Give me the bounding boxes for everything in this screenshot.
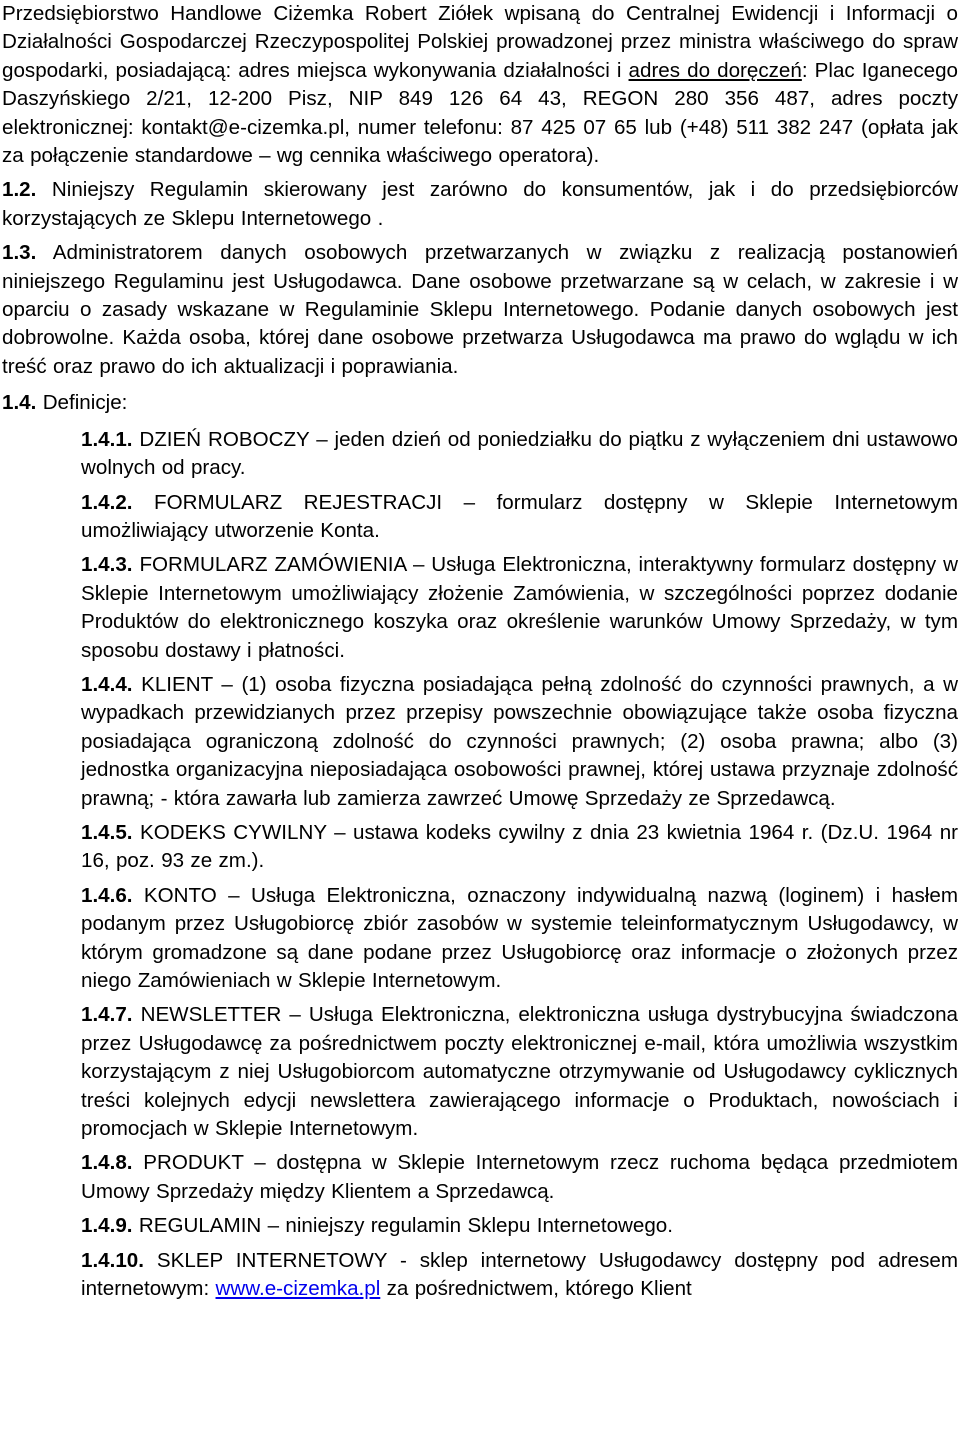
definition-number: 1.4.8. (81, 1151, 133, 1175)
definition-text: FORMULARZ REJESTRACJI – formularz dostępny w Sklepie Internetowym umożliwiający utworzenie Konta. (81, 490, 958, 542)
definition-number: 1.4.5. (81, 820, 133, 844)
definition-text: DZIEŃ ROBOCZY – jeden dzień od poniedziałku do piątku z wyłączeniem dni ustawowo wolnych od pracy. (81, 427, 958, 480)
definition-number: 1.4.10. (81, 1248, 144, 1272)
definition-regulations (81, 1212, 958, 1240)
section-number: 1.4. (2, 391, 37, 415)
delivery-address-term: adres do doręczeń (628, 58, 802, 82)
definition-working-day (81, 426, 958, 483)
intro-text-a: Przedsiębiorstwo Handlowe Ciżemka Robert Ziółek wpisaną do Centralnej Ewidencji i Informacji o Działalności Gospodarczej Rzeczypospolitej Polskiej prowadzonej przez ministra właściwego do spraw gospodarki, posiadającą: adres miejsca wykonywania działalności i (2, 2, 958, 82)
definition-civil-code (81, 819, 958, 876)
definition-online-store (81, 1247, 958, 1304)
definition-text-b: za pośrednictwem, którego Klient (380, 1277, 692, 1301)
definition-number: 1.4.7. (81, 1003, 133, 1027)
intro-paragraph (2, 0, 958, 170)
definition-number: 1.4.4. (81, 672, 133, 696)
definition-newsletter (81, 1001, 958, 1143)
definition-number: 1.4.2. (81, 490, 133, 514)
definition-registration-form (81, 489, 958, 546)
section-1-4-definitions (2, 389, 958, 417)
section-number: 1.2. (2, 178, 37, 202)
definition-client (81, 671, 958, 813)
definition-text: PRODUKT – dostępna w Sklepie Internetowym rzecz ruchoma będąca przedmiotem Umowy Sprzedaży między Klientem a Sprzedawcą. (81, 1151, 958, 1203)
definition-number: 1.4.6. (81, 883, 133, 907)
section-1-3 (2, 239, 958, 381)
definition-number: 1.4.9. (81, 1214, 133, 1238)
store-url-link[interactable]: www.e-cizemka.pl (215, 1277, 381, 1301)
definition-text: REGULAMIN – niniejszy regulamin Sklepu Internetowego. (138, 1214, 673, 1238)
section-text: Administratorem danych osobowych przetwarzanych w związku z realizacją postanowień niniejszego Regulaminu jest Usługodawca. Dane osobowe przetwarzane są w celach, w zakresie i w oparciu o zasady wskazane w Regulaminie Sklepu Internetowego. Podanie danych osobowych jest dobrowolne. Każda osoba, której dane osobowe przetwarza Usługodawca ma prawo do wglądu w ich treść oraz prawo do ich aktualizacji i poprawiania. (2, 241, 958, 378)
intro-text-b: : Plac Iganecego Daszyńskiego 2/21, 12-200 Pisz, NIP 849 126 64 43, REGON 280 356 487, adres poczty elektronicznej: kontakt@e-cizemka.pl, numer telefonu: 87 425 07 65 lub (+48) 511 382 247 (opłata jak za połączenie standardowe – wg cennika właściwego operatora). (2, 58, 958, 168)
definition-text-a: SKLEP INTERNETOWY - sklep internetowy Usługodawcy dostępny pod adresem internetowym: (81, 1248, 958, 1301)
definition-product (81, 1149, 958, 1206)
definition-text: NEWSLETTER – Usługa Elektroniczna, elektroniczna usługa dystrybucyjna świadczona przez Usługodawcę za pośrednictwem poczty elektronicznej e-mail, która umożliwia wszystkim korzystającym z niej Usługobiorcom automatyczne otrzymywanie od Usługodawcy cyklicznych treści kolejnych edycji newslettera zawierającego informacje o Produktach, nowościach i promocjach w Sklepie Internetowym. (81, 1003, 958, 1141)
section-text: Niniejszy Regulamin skierowany jest zarówno do konsumentów, jak i do przedsiębiorców korzystających ze Sklepu Internetowego . (2, 178, 958, 230)
definition-order-form (81, 551, 958, 665)
definition-number: 1.4.3. (81, 553, 133, 577)
section-text: Definicje: (42, 391, 128, 415)
definition-account (81, 882, 958, 996)
definition-text: KODEKS CYWILNY – ustawa kodeks cywilny z dnia 23 kwietnia 1964 r. (Dz.U. 1964 nr 16, poz. 93 ze zm.). (81, 820, 959, 873)
section-1-2 (2, 176, 958, 233)
definition-text: FORMULARZ ZAMÓWIENIA – Usługa Elektroniczna, interaktywny formularz dostępny w Sklepie Internetowym umożliwiający złożenie Zamówienia, w szczególności poprzez dodanie Produktów do elektronicznego koszyka oraz określenie warunków Umowy Sprzedaży, w tym sposobu dostawy i płatności. (81, 553, 958, 662)
section-number: 1.3. (2, 241, 37, 265)
definition-text: KONTO – Usługa Elektroniczna, oznaczony indywidualną nazwą (loginem) i hasłem podanym przez Usługobiorcę zbiór zasobów w systemie teleinformatycznym Usługodawcy, w którym gromadzone są dane podane przez Usługobiorcę oraz informacje o złożonych przez niego Zamówieniach w Sklepie Internetowym. (81, 883, 958, 992)
definition-number: 1.4.1. (81, 427, 133, 451)
definition-text: KLIENT – (1) osoba fizyczna posiadająca pełną zdolność do czynności prawnych, a w wypadkach przewidzianych przez przepisy powszechnie obowiązujące także osoba fizyczna posiadająca ograniczoną zdolność do czynności prawnych; (2) osoba prawna; albo (3) jednostka organizacyjna nieposiadająca osobowości prawnej, której ustawa przyznaje zdolność prawną; - która zawarła lub zamierza zawrzeć Umowę Sprzedaży ze Sprzedawcą. (81, 672, 958, 810)
